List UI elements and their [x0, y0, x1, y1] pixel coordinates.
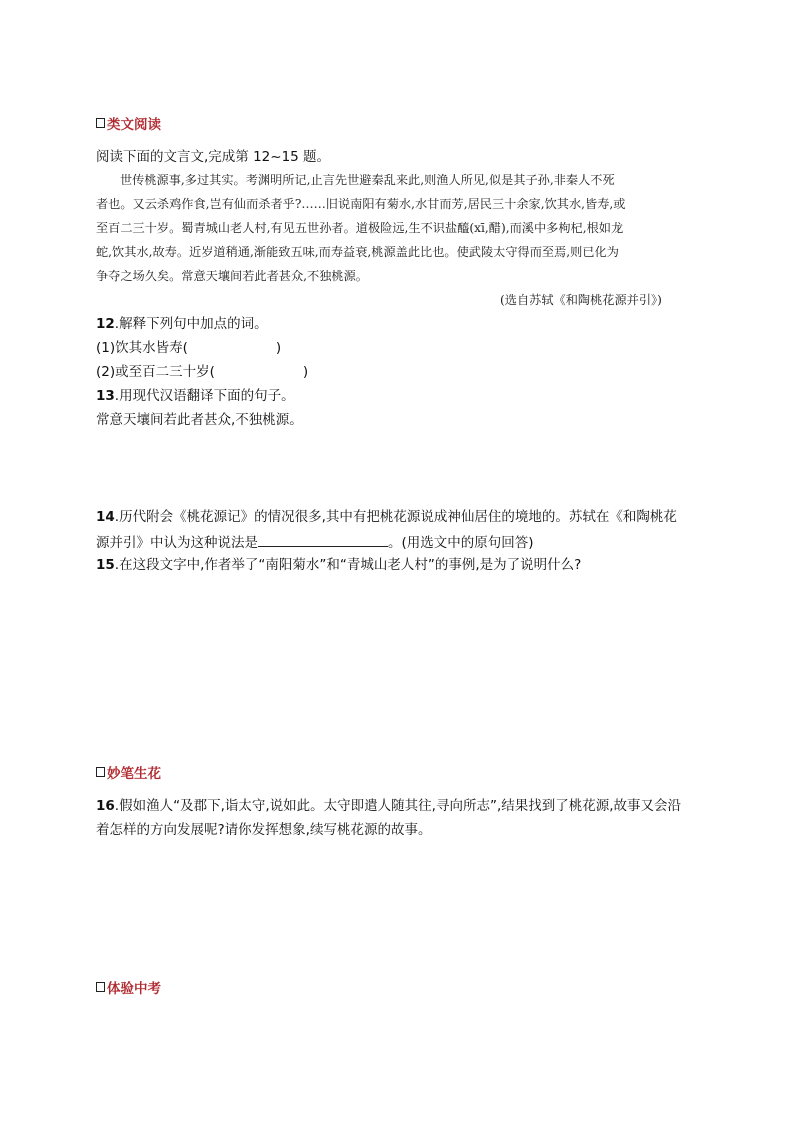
question-12-item-2	[96, 364, 308, 380]
question-16-line-2: 着怎样的方向发展呢?请你发挥想象,续写桃花源的故事。	[96, 822, 432, 838]
section-header-reading	[96, 113, 161, 133]
question-number: 15	[96, 557, 115, 573]
passage-source: (选自苏轼《和陶桃花源并引》)	[500, 293, 662, 307]
section-header-writing	[96, 762, 161, 782]
passage-line: 蛇,饮其水,故寿。近岁道稍通,渐能致五味,而寿益衰,桃源盖此比也。使武陵太守得而至焉,则已化为	[96, 245, 619, 259]
question-16	[96, 798, 681, 814]
question-text: 。(用选文中的原句回答)	[388, 535, 534, 551]
item-text: (2)或至百二三十岁(	[96, 364, 215, 380]
section-header-exam	[96, 977, 161, 997]
answer-blank[interactable]	[258, 533, 388, 547]
item-text: (1)饮其水皆寿(	[96, 340, 188, 356]
question-14	[96, 509, 677, 525]
checkbox-square-icon	[96, 767, 105, 777]
question-number: 14	[96, 509, 115, 525]
section-title: 体验中考	[107, 981, 161, 997]
passage-line: 世传桃源事,多过其实。考渊明所记,止言先世避秦乱来此,则渔人所见,似是其子孙,非秦人不死	[120, 173, 615, 187]
checkbox-square-icon	[96, 982, 105, 992]
translate-sentence: 常意天壤间若此者甚众,不独桃源。	[96, 412, 303, 428]
item-close: )	[275, 340, 282, 356]
question-number: 13	[96, 388, 115, 404]
question-text: .用现代汉语翻译下面的句子。	[114, 388, 295, 404]
checkbox-square-icon	[96, 118, 105, 128]
question-15	[96, 557, 581, 573]
question-number: 16	[96, 798, 115, 814]
question-text: .历代附会《桃花源记》的情况很多,其中有把桃花源说成神仙居住的境地的。苏轼在《和陶桃花	[114, 509, 677, 525]
question-12-item-1	[96, 340, 281, 356]
question-text: .在这段文字中,作者举了“南阳菊水”和“青城山老人村”的事例,是为了说明什么?	[114, 557, 582, 573]
passage-line: 至百二三十岁。蜀青城山老人村,有见五世孙者。道极险远,生不识盐醯(xī,醋),而溪中多枸杞,根如龙	[96, 221, 624, 235]
question-text: 源并引》中认为这种说法是	[96, 535, 258, 551]
question-13	[96, 388, 295, 404]
passage-line: 者也。又云杀鸡作食,岂有仙而杀者乎?……旧说南阳有菊水,水甘而芳,居民三十余家,饮其水,皆寿,或	[96, 197, 626, 211]
passage-line: 争夺之场久矣。常意天壤间若此者甚众,不独桃源。	[96, 269, 368, 283]
question-number: 12	[96, 316, 115, 332]
question-text: .假如渔人“及郡下,诣太守,说如此。太守即遣人随其往,寻向所志”,结果找到了桃花源,故事又会沿	[114, 798, 682, 814]
reading-intro: 阅读下面的文言文,完成第 12~15 题。	[96, 149, 331, 165]
question-14-line-2	[96, 533, 534, 551]
question-12	[96, 316, 268, 332]
question-text: .解释下列句中加点的词。	[114, 316, 268, 332]
section-title: 类文阅读	[107, 117, 161, 133]
section-title: 妙笔生花	[107, 766, 161, 782]
item-close: )	[302, 364, 309, 380]
